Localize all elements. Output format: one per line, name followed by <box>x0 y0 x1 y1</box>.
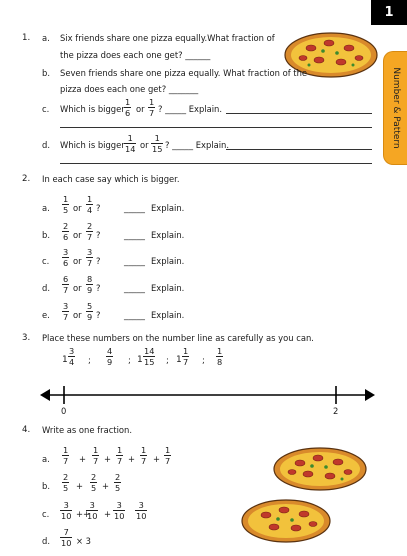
q3-n2-fraction <box>106 347 113 366</box>
q3-sep-1: ; <box>88 355 91 365</box>
q2b-explain: Explain. <box>151 230 185 240</box>
q1d-suffix: ? _____ Explain. <box>165 140 230 150</box>
q4a-f1-den: 7 <box>63 456 69 467</box>
q4b-fraction-2 <box>90 473 97 492</box>
q3-n4-fraction <box>182 347 189 366</box>
q3-sep-2: ; <box>128 355 131 365</box>
q1c-f2-den: 7 <box>149 108 155 119</box>
q2e-or: or <box>73 310 82 320</box>
q2e-question-mark: ? <box>96 310 101 320</box>
q4d-num: 7 <box>63 527 69 537</box>
q1b-text-line1: Seven friends share one pizza equally. What fraction of the <box>60 68 308 78</box>
q2a-or: or <box>73 203 82 213</box>
q3-n4-den: 7 <box>183 357 189 368</box>
q4b-f2-den: 5 <box>91 483 97 494</box>
q4a-fraction-4 <box>140 446 147 465</box>
q3-n3-whole: 1 <box>137 355 143 365</box>
q4c-op-2: + <box>104 509 112 519</box>
q2d-f2-den: 9 <box>87 285 93 296</box>
q4b-letter: b. <box>42 481 50 491</box>
q1d-prefix: Which is bigger <box>60 140 125 150</box>
q1c-f1-num: 1 <box>125 97 131 107</box>
q2e-answer-blank[interactable]: _____ <box>124 310 145 320</box>
q3-n2-den: 9 <box>107 357 113 368</box>
q1c-f2-num: 1 <box>149 97 155 107</box>
q4c-op-1: ++ <box>76 509 91 519</box>
q2a-f2-num: 1 <box>87 194 93 204</box>
q3-n1-num: 3 <box>69 346 75 356</box>
q4d-letter: d. <box>42 536 50 546</box>
q1a-letter: a. <box>42 33 50 43</box>
q4a-f5-den: 7 <box>165 456 171 467</box>
q2a-fraction-2 <box>86 195 93 214</box>
q1a-text-line1: Six friends share one pizza equally.What fraction of <box>60 33 275 43</box>
q3-n5-fraction <box>216 347 223 366</box>
q4b-f1-den: 5 <box>63 483 69 494</box>
number-line <box>40 384 375 406</box>
q2b-letter: b. <box>42 230 50 240</box>
q1c-answer-line[interactable] <box>226 113 372 114</box>
q1d-letter: d. <box>42 140 50 150</box>
q2c-f2-den: 7 <box>87 258 93 269</box>
q2a-f2-den: 4 <box>87 205 93 216</box>
q3-n3-num: 14 <box>144 346 155 356</box>
q3-n4-whole: 1 <box>176 355 182 365</box>
q4c-fraction-2 <box>86 501 98 520</box>
q1-number: 1. <box>22 33 31 43</box>
q3-n3-den: 15 <box>144 357 155 368</box>
q4c-f4-num: 3 <box>138 500 144 510</box>
q1c-fraction-1 <box>124 98 131 117</box>
q2c-or: or <box>73 256 82 266</box>
q2d-f1-num: 6 <box>63 274 69 284</box>
q4a-plus-1: + <box>79 454 87 464</box>
q4c-f2-den: 10 <box>87 511 98 522</box>
pizza-image-middle <box>272 446 368 492</box>
q4c-letter: c. <box>42 509 50 519</box>
q2d-fraction-1 <box>62 275 69 294</box>
q4-number: 4. <box>22 425 31 435</box>
q4b-fraction-3 <box>114 473 121 492</box>
q3-n1-whole: 1 <box>62 355 68 365</box>
q3-n1-den: 4 <box>69 357 75 368</box>
q4d-tail: × 3 <box>76 536 92 546</box>
q4a-f2-den: 7 <box>93 456 99 467</box>
q4c-f4-den: 10 <box>136 511 147 522</box>
q2-intro: In each case say which is bigger. <box>42 174 180 184</box>
q4c-f1-den: 10 <box>61 511 72 522</box>
q2d-f2-num: 8 <box>87 274 93 284</box>
q2a-answer-blank[interactable]: _____ <box>124 203 145 213</box>
page-number: 1 <box>371 0 407 25</box>
q2d-fraction-2 <box>86 275 93 294</box>
q3-intro: Place these numbers on the number line as carefully as you can. <box>42 333 314 343</box>
q2a-letter: a. <box>42 203 50 213</box>
q1c-fraction-2 <box>148 98 155 117</box>
q2e-f2-num: 5 <box>87 301 93 311</box>
q4a-fraction-3 <box>116 446 123 465</box>
q4b-plus-2: + <box>102 481 110 491</box>
q1c-f1-den: 6 <box>125 108 131 119</box>
q2b-fraction-2 <box>86 222 93 241</box>
q1c-letter: c. <box>42 104 50 114</box>
q4c-fraction-4 <box>135 501 147 520</box>
q2c-f2-num: 3 <box>87 247 93 257</box>
q2a-f1-num: 1 <box>63 194 69 204</box>
q1d-or: or <box>140 140 149 150</box>
q1d-f1-num: 1 <box>127 133 133 143</box>
q1d-fraction-1 <box>124 134 136 153</box>
q2c-explain: Explain. <box>151 256 185 266</box>
q2e-f1-den: 7 <box>63 312 69 323</box>
q2a-question-mark: ? <box>96 203 101 213</box>
q2d-answer-blank[interactable]: _____ <box>124 283 145 293</box>
q3-n2-num: 4 <box>107 346 113 356</box>
q4b-f3-den: 5 <box>115 483 121 494</box>
q2c-f1-den: 6 <box>63 258 69 269</box>
q4a-f4-den: 7 <box>141 456 147 467</box>
q4a-f4-num: 1 <box>141 445 147 455</box>
q4a-letter: a. <box>42 454 50 464</box>
q2b-or: or <box>73 230 82 240</box>
q2b-question-mark: ? <box>96 230 101 240</box>
q1a-text-line2: the pizza does each one get? ______ <box>60 50 211 60</box>
q4c-fraction-1 <box>60 501 72 520</box>
number-line-tick-0: 0 <box>61 406 67 416</box>
q2c-fraction-2 <box>86 248 93 267</box>
q4b-f1-num: 2 <box>63 472 69 482</box>
q1d-f1-den: 14 <box>125 144 136 155</box>
q4d-den: 10 <box>61 538 72 549</box>
q3-n5-num: 1 <box>217 346 223 356</box>
q2b-f2-num: 2 <box>87 221 93 231</box>
q2c-question-mark: ? <box>96 256 101 266</box>
number-line-tick-2: 2 <box>333 406 339 416</box>
q1c-or: or <box>136 104 145 114</box>
q4b-f2-num: 2 <box>91 472 97 482</box>
q4a-plus-2: + <box>104 454 112 464</box>
q1b-letter: b. <box>42 68 50 78</box>
q2d-letter: d. <box>42 283 50 293</box>
q2b-f1-den: 6 <box>63 232 69 243</box>
q4b-f3-num: 2 <box>115 472 121 482</box>
q4c-f1-num: 3 <box>63 500 69 510</box>
q2d-explain: Explain. <box>151 283 185 293</box>
q2c-answer-blank[interactable]: _____ <box>124 256 145 266</box>
q2b-f2-den: 7 <box>87 232 93 243</box>
q2a-f1-den: 5 <box>63 205 69 216</box>
q2c-letter: c. <box>42 256 50 266</box>
q2d-or: or <box>73 283 82 293</box>
q1c-answer-line-2[interactable] <box>60 127 372 128</box>
q4c-f3-num: 3 <box>116 500 122 510</box>
q1d-answer-line-2[interactable] <box>60 163 372 164</box>
q1d-f2-den: 15 <box>152 144 163 155</box>
q2e-explain: Explain. <box>151 310 185 320</box>
q2e-fraction-2 <box>86 302 93 321</box>
q4a-f1-num: 1 <box>63 445 69 455</box>
q2c-fraction-1 <box>62 248 69 267</box>
section-tab <box>383 51 407 165</box>
q4a-fraction-2 <box>92 446 99 465</box>
q4a-f2-num: 1 <box>93 445 99 455</box>
q2b-f1-num: 2 <box>63 221 69 231</box>
q2c-f1-num: 3 <box>63 247 69 257</box>
q3-n4-num: 1 <box>183 346 189 356</box>
q4a-fraction-5 <box>164 446 171 465</box>
q4-intro: Write as one fraction. <box>42 425 133 435</box>
q3-sep-4: ; <box>202 355 205 365</box>
q4d-fraction <box>60 528 72 547</box>
q3-n3-fraction <box>143 347 155 366</box>
q2e-fraction-1 <box>62 302 69 321</box>
q4a-f5-num: 1 <box>165 445 171 455</box>
q3-number: 3. <box>22 333 31 343</box>
section-tab-label: Number & Pattern <box>390 67 401 149</box>
q1d-answer-line[interactable] <box>226 149 372 150</box>
q2d-question-mark: ? <box>96 283 101 293</box>
q1c-suffix: ? _____ Explain. <box>158 104 223 114</box>
q2e-letter: e. <box>42 310 50 320</box>
q1d-fraction-2 <box>151 134 163 153</box>
q3-n1-fraction <box>68 347 75 366</box>
q2a-explain: Explain. <box>151 203 185 213</box>
q4b-plus-1: + <box>76 481 84 491</box>
q4c-f3-den: 10 <box>114 511 125 522</box>
q1b-text-line2: pizza does each one get? _______ <box>60 84 199 94</box>
q2a-fraction-1 <box>62 195 69 214</box>
q2e-f2-den: 9 <box>87 312 93 323</box>
q4c-fraction-3 <box>113 501 125 520</box>
q1c-prefix: Which is bigger <box>60 104 125 114</box>
q4a-plus-4: + <box>153 454 161 464</box>
q3-sep-3: ; <box>166 355 169 365</box>
q4a-f3-den: 7 <box>117 456 123 467</box>
q4c-f2-num: 3 <box>89 500 95 510</box>
pizza-image-bottom <box>240 498 332 544</box>
q2b-answer-blank[interactable]: _____ <box>124 230 145 240</box>
q2-number: 2. <box>22 174 31 184</box>
q4a-fraction-1 <box>62 446 69 465</box>
q2b-fraction-1 <box>62 222 69 241</box>
q4a-f3-num: 1 <box>117 445 123 455</box>
q4b-fraction-1 <box>62 473 69 492</box>
q3-n5-den: 8 <box>217 357 223 368</box>
q4a-plus-3: + <box>128 454 136 464</box>
q1d-f2-num: 1 <box>154 133 160 143</box>
q2e-f1-num: 3 <box>63 301 69 311</box>
q2d-f1-den: 7 <box>63 285 69 296</box>
